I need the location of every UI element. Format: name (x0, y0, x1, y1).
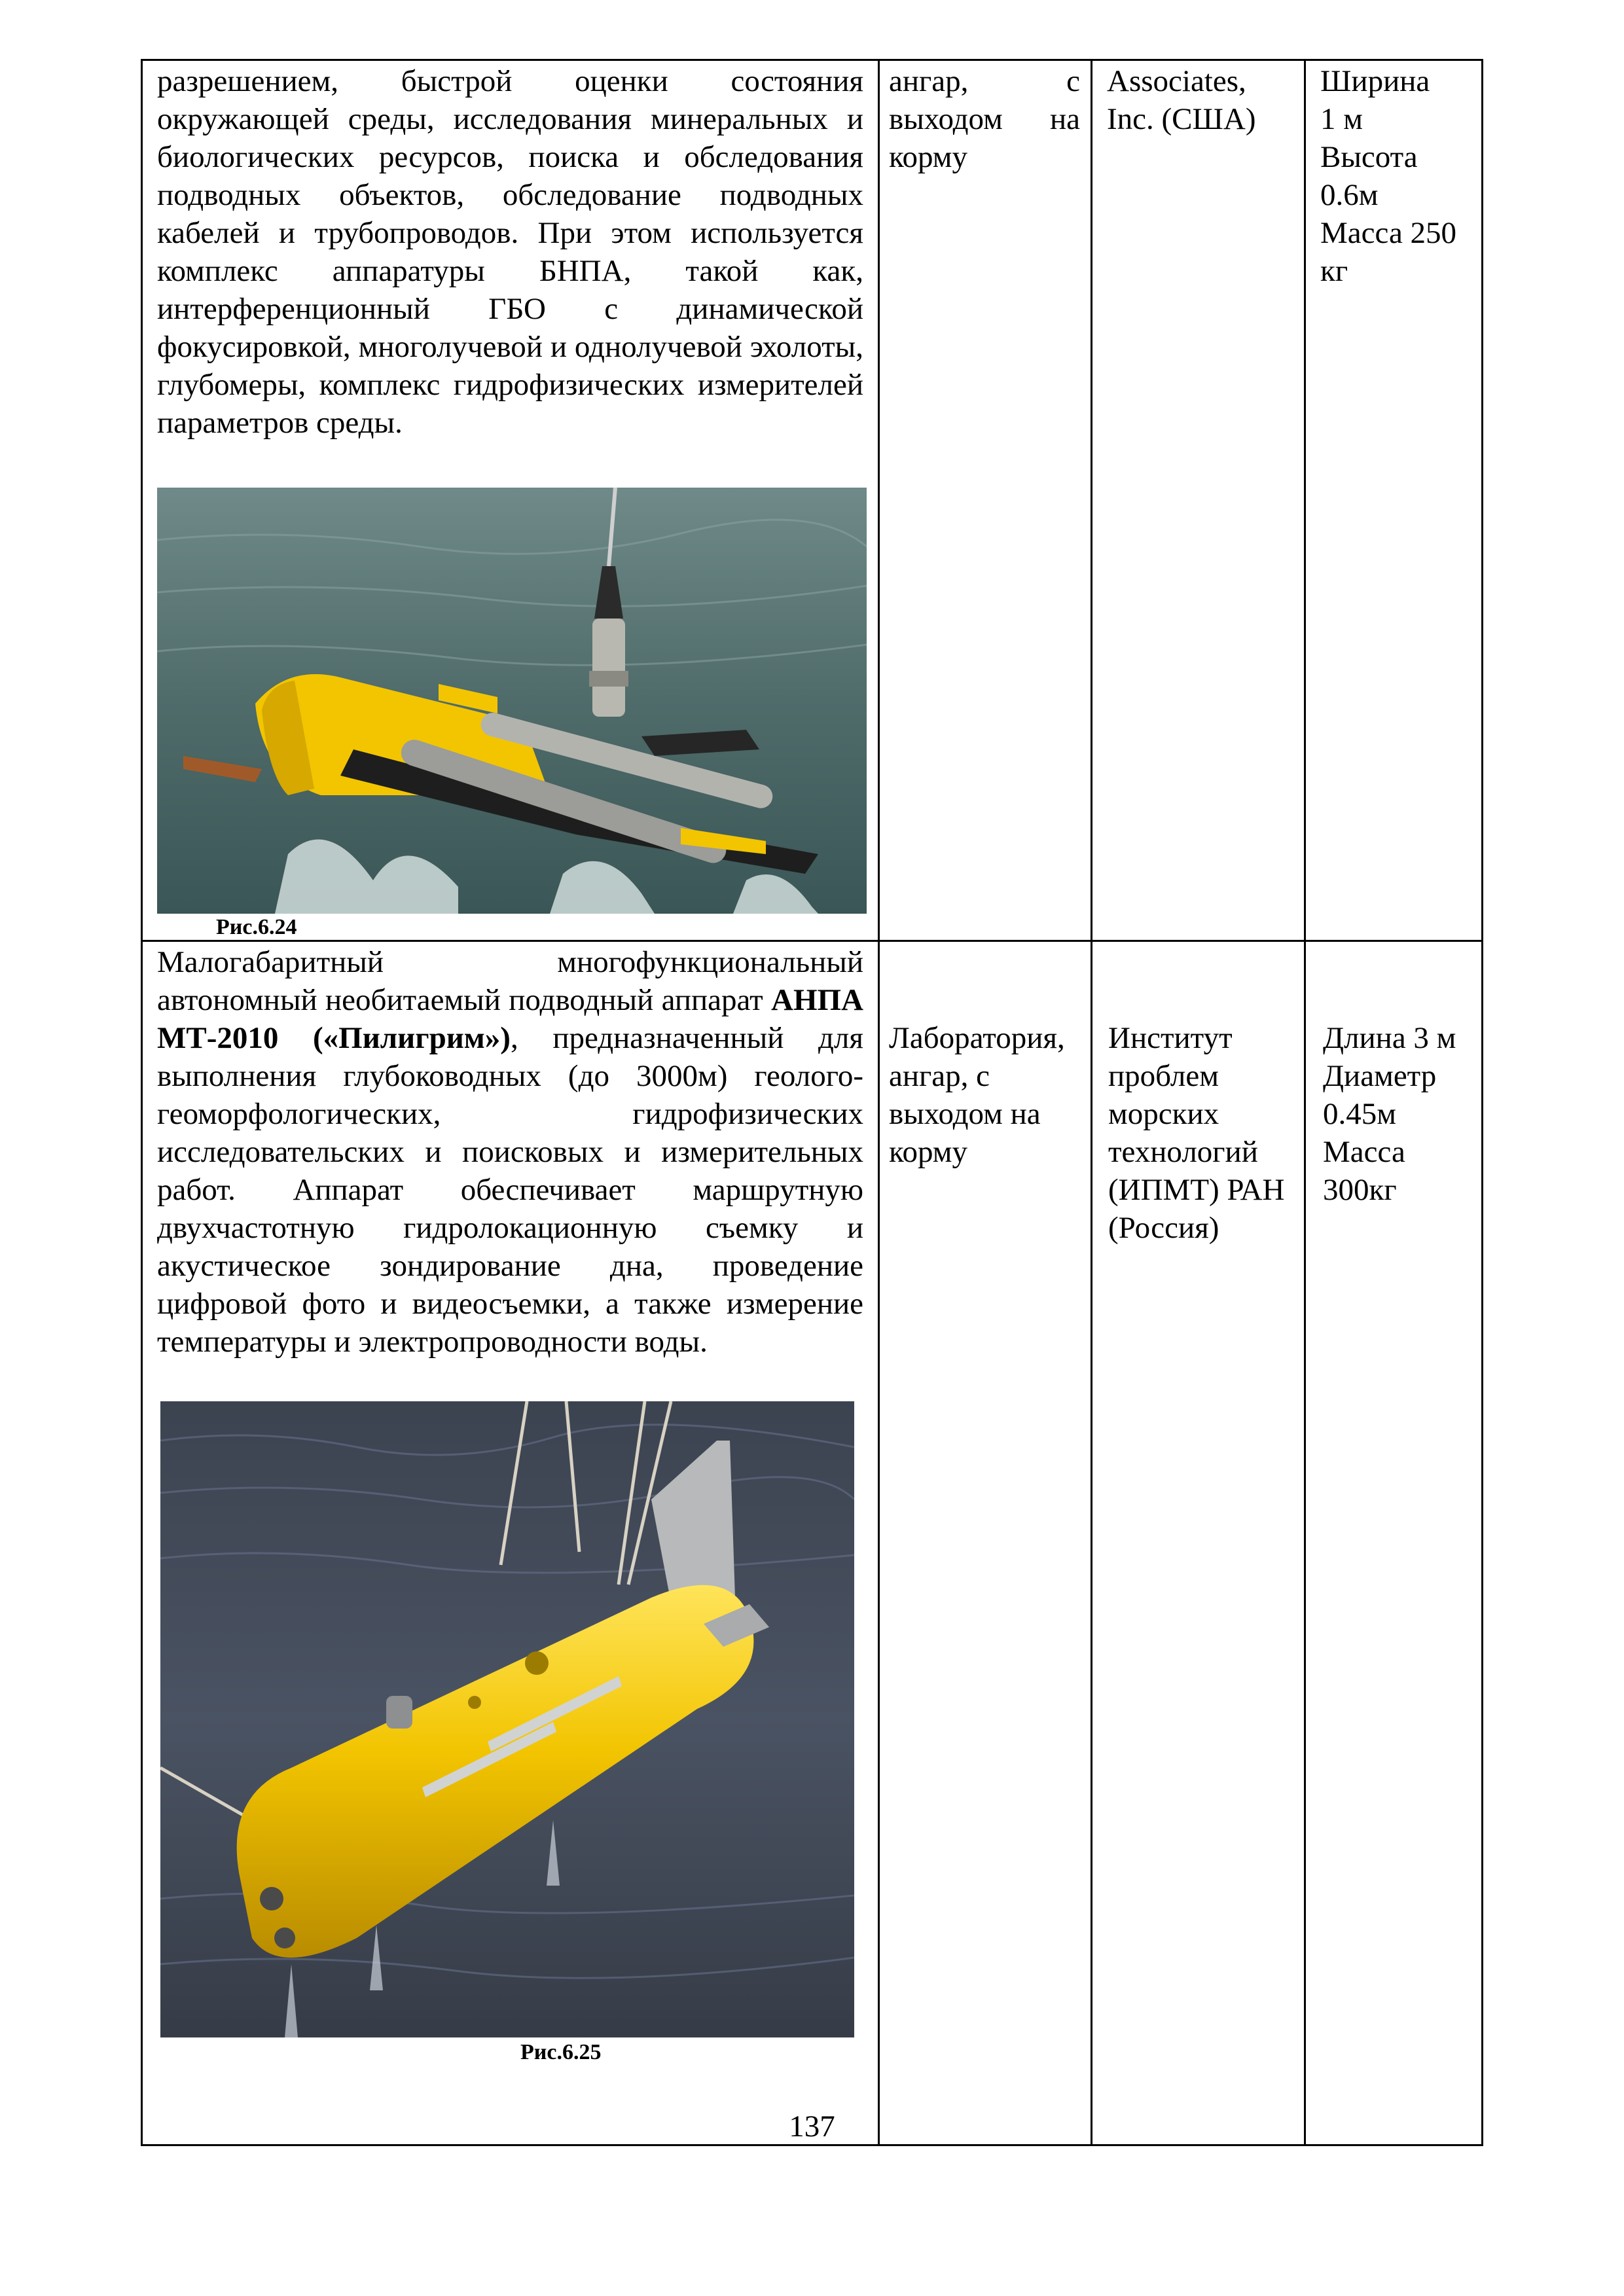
specs-list (1306, 942, 1481, 1209)
description-cell (142, 60, 879, 941)
description-suffix: , предназначенный для выполнения глубоководных (до 3000м) геолого-геоморфологических, гидрофизических исследовательских и поисковых и измерительных работ. Аппарат обеспечивает маршрутную двухчастотную гидролокационную съемку и акустическое зондирование дна, проведение цифровой фото и видеосъемки, а также измерение температуры и электропроводности воды. (157, 1021, 863, 1359)
vehicle-table (141, 59, 1483, 2146)
developer-text: Институт проблем морских технологий (ИПМТ) РАН (Россия) (1108, 1021, 1285, 1245)
table-row (142, 941, 1483, 2145)
figure-6-24-caption: Рис.6.24 (216, 915, 297, 939)
spec-line: Высота (1320, 140, 1418, 174)
specs-list (1306, 61, 1481, 290)
spec-line: Диаметр (1323, 1059, 1437, 1093)
developer-text: Associates, Inc. (США) (1107, 64, 1256, 136)
specs-cell (1305, 941, 1483, 2145)
placement-text: ангар, с выходом на корму (889, 64, 1080, 174)
placement-cell (879, 941, 1092, 2145)
table-row (142, 60, 1483, 941)
spec-line: 1 м (1320, 102, 1363, 136)
page-number: 137 (789, 2109, 835, 2144)
placement-text: Лаборатория, ангар, с выходом на корму (889, 1021, 1065, 1169)
figure-6-25-photo (160, 1401, 854, 2037)
specs-cell (1305, 60, 1483, 941)
spec-line: 0.45м (1323, 1097, 1396, 1131)
developer-cell (1092, 60, 1305, 941)
spec-line: Масса (1323, 1135, 1405, 1169)
spec-line: Масса 250 (1320, 216, 1457, 250)
spec-line: 300кг (1323, 1173, 1397, 1207)
spec-line: Длина 3 м (1323, 1021, 1456, 1055)
description-cell (142, 941, 879, 2145)
spec-line: кг (1320, 254, 1348, 288)
figure-6-24-photo (157, 488, 867, 914)
spec-line: 0.6м (1320, 178, 1379, 212)
placement-cell (879, 60, 1092, 941)
description-text: разрешением, быстрой оценки состояния окружающей среды, исследования минеральных и биологических ресурсов, поиска и обследования подводных объектов, обследование подводных кабелей и трубопроводов. При этом используется комплекс аппаратуры БНПА, такой как, интерференционный ГБО с динамической фокусировкой, многолучевой и однолучевой эхолоты, глубомеры, комплекс гидрофизических измерителей параметров среды. (157, 64, 863, 440)
description-text (157, 943, 863, 1361)
vehicle-name: АНПА МТ-2010 («Пилигрим») (157, 983, 863, 1055)
description-prefix: Малогабаритный многофункциональный автономный необитаемый подводный аппарат (157, 945, 863, 1017)
developer-cell (1092, 941, 1305, 2145)
figure-6-25-caption: Рис.6.25 (520, 2040, 602, 2064)
spec-line: Ширина (1320, 64, 1430, 98)
